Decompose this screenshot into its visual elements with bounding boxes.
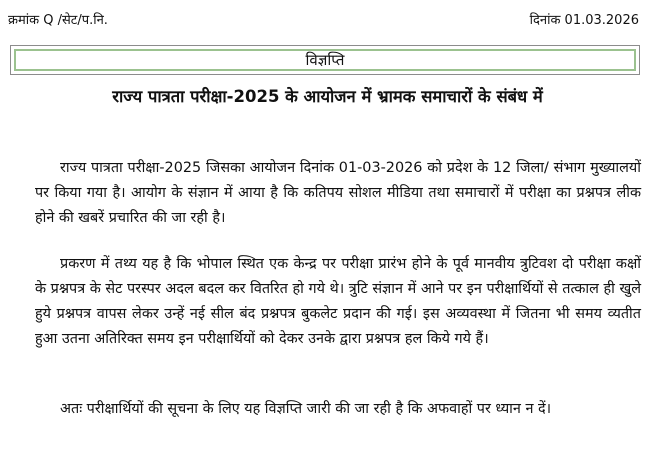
notice-title-box xyxy=(10,45,640,75)
issue-date: दिनांक 01.03.2026 xyxy=(529,13,639,28)
reference-number: क्रमांक Q /सेट/प.नि. xyxy=(8,13,108,28)
notice-title: विज्ञप्ति xyxy=(305,51,345,69)
notice-subject: राज्य पात्रता परीक्षा-2025 के आयोजन में भ्रामक समाचारों के संबंध में xyxy=(112,87,543,106)
body-paragraph-3: अतः परीक्षार्थियों की सूचना के लिए यह विज्ञप्ति जारी की जा रही है कि अफवाहों पर ध्यान न दें। xyxy=(60,401,552,417)
notice-title-frame xyxy=(14,49,636,71)
body-paragraph-1: राज्य पात्रता परीक्षा-2025 जिसका आयोजन दिनांक 01-03-2026 को प्रदेश के 12 जिला/ संभाग मुख्यालयों पर किया गया है। आयोग के संज्ञान में आया है कि कतिपय सोशल मीडिया तथा समाचारों में परीक्षा का प्रश्नपत्र लीक होने की खबरें प्रचारित की जा रही है। xyxy=(35,160,641,226)
document-header xyxy=(8,10,639,32)
body-paragraph-2: प्रकरण में तथ्य यह है कि भोपाल स्थित एक केन्द्र पर परीक्षा प्रारंभ होने के पूर्व मानवीय त्रुटिवश दो परीक्षा कक्षों के प्रश्नपत्र के सेट परस्पर अदल बदल कर वितरित हो गये थे। त्रुटि संज्ञान में आने पर इन परीक्षार्थियों से तत्काल ही खुले हुये प्रश्नपत्र वापस लेकर उन्हें नई सील बंद प्रश्नपत्र बुकलेट प्रदान की गई। इस अव्यवस्था में जितना भी समय व्यतीत हुआ उतना अतिरिक्त समय इन परीक्षार्थियों को देकर उनके द्वारा प्रश्नपत्र हल किये गये हैं। xyxy=(35,256,641,347)
